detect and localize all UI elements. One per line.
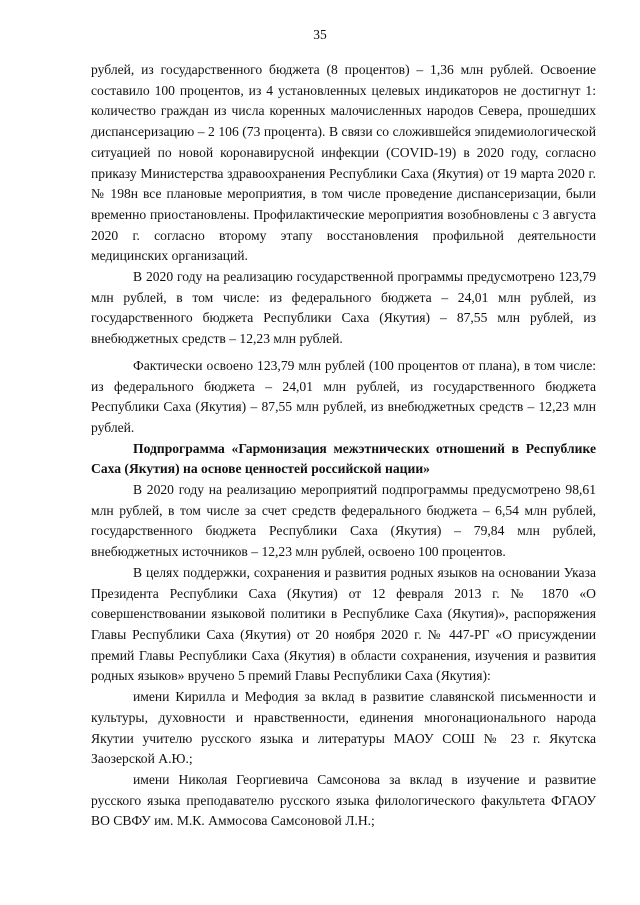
- paragraph-covid-measures: рублей, из государственного бюджета (8 процентов) – 1,36 млн рублей. Освоение составило 100 процентов, из 4 установленных целевых индикаторов не достигнут 1: количество граждан из числа коренных малочисленных народов Севера, прошедших диспансеризацию – 2 106 (73 процента). В связи со сложившейся эпидемиологической ситуацией по новой коронавирусной инфекции (COVID-19) в 2020 году, согласно приказу Министерства здравоохранения Республики Саха (Якутия) от 19 марта 2020 г. № 198н все плановые мероприятия, в том числе проведение диспансеризации, были временно приостановлены. Профилактические мероприятия возобновлены с 3 августа 2020 г. согласно второму этапу восстановления профильной деятельности медицинских организаций.: [91, 62, 596, 264]
- document-body: [91, 60, 596, 832]
- paragraph-native-languages: В целях поддержки, сохранения и развития родных языков на основании Указа Президента Республики Саха (Якутия) от 12 февраля 2013 г. № 1870 «О совершенствовании языковой политики в Республике Саха (Якутия)», распоряжения Главы Республики Саха (Якутия) от 20 ноября 2020 г. № 447-РГ «О присуждении премий Главы Республики Саха (Якутия) в области сохранения, изучения и развития родных языков» вручено 5 премий Главы Республики Саха (Якутия):: [91, 564, 596, 684]
- page-number: 35: [313, 27, 327, 42]
- paragraph-award-samsonov: имени Николая Георгиевича Самсонова за вклад в изучение и развитие русского языка преподавателю русского языка филологического факультета ФГАОУ ВО СВФУ им. М.К. Аммосова Самсоновой Л.Н.;: [91, 771, 596, 829]
- paragraph-program-funding-2020: В 2020 году на реализацию государственной программы предусмотрено 123,79 млн рублей, в том числе: из федерального бюджета – 24,01 млн рублей, из государственного бюджета Республики Саха (Якутия) – 87,55 млн рублей, из внебюджетных средств – 12,23 млн рублей.: [91, 269, 596, 347]
- paragraph-award-cyril-methodius: имени Кирилла и Мефодия за вклад в развитие славянской письменности и культуры, духовности и нравственности, единения многонационального народа Якутии учителю русского языка и литературы МАОУ СОШ № 23 г. Якутска Заозерской А.Ю.;: [91, 689, 596, 767]
- paragraph-actual-spending: Фактически освоено 123,79 млн рублей (100 процентов от плана), в том числе: из федерального бюджета – 24,01 млн рублей, из государственного бюджета Республики Саха (Якутия) – 87,55 млн рублей, из внебюджетных средств – 12,23 млн рублей.: [91, 357, 596, 435]
- subprogram-heading: Подпрограмма «Гармонизация межэтнических отношений в Республике Саха (Якутия) на основе ценностей российской нации»: [91, 440, 596, 477]
- paragraph-subprogram-funding: В 2020 году на реализацию мероприятий подпрограммы предусмотрено 98,61 млн рублей, в том числе за счет средств федерального бюджета – 6,54 млн рублей, государственного бюджета Республики Саха (Якутия) – 79,84 млн рублей, внебюджетных источников – 12,23 млн рублей, освоено 100 процентов.: [91, 482, 596, 560]
